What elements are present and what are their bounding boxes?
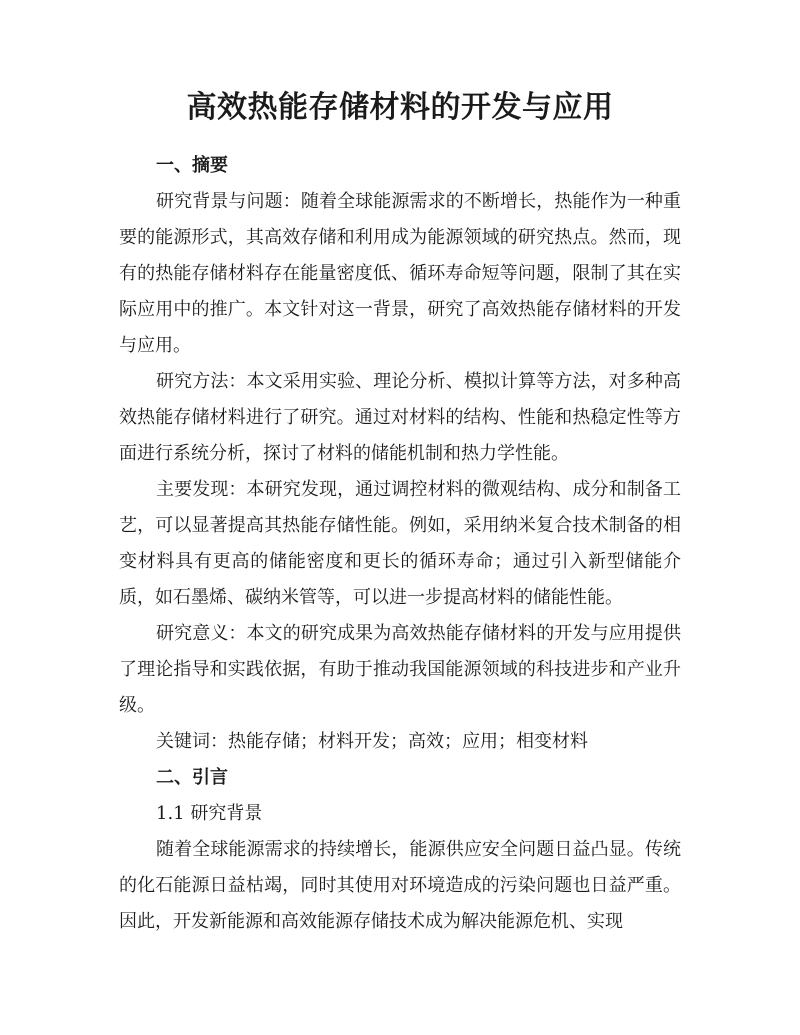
- sub-heading-research-background: 1.1 研究背景: [156, 803, 263, 824]
- document-body: [119, 88, 681, 940]
- abstract-background-paragraph: 研究背景与问题：随着全球能源需求的不断增长，热能作为一种重要的能源形式，其高效存储和利用成为能源领域的研究热点。然而，现有的热能存储材料存在能量密度低、循环寿命短等问题，限制了其在实际应用中的推广。本文针对这一背景，研究了高效热能存储材料的开发与应用。: [119, 191, 681, 356]
- abstract-findings-paragraph: 主要发现：本研究发现，通过调控材料的微观结构、成分和制备工艺，可以显著提高其热能存储性能。例如，采用纳米复合技术制备的相变材料具有更高的储能密度和更长的循环寿命；通过引入新型储能介质，如石墨烯、碳纳米管等，可以进一步提高材料的储能性能。: [119, 479, 681, 608]
- abstract-heading: 一、摘要: [156, 155, 228, 176]
- abstract-method-paragraph: 研究方法：本文采用实验、理论分析、模拟计算等方法，对多种高效热能存储材料进行了研究。通过对材料的结构、性能和热稳定性等方面进行系统分析，探讨了材料的储能机制和热力学性能。: [119, 371, 681, 464]
- abstract-significance-paragraph: 研究意义：本文的研究成果为高效热能存储材料的开发与应用提供了理论指导和实践依据，有助于推动我国能源领域的科技进步和产业升级。: [119, 623, 681, 716]
- intro-paragraph: 随着全球能源需求的持续增长，能源供应安全问题日益凸显。传统的化石能源日益枯竭，同时其使用对环境造成的污染问题也日益严重。因此，开发新能源和高效能源存储技术成为解决能源危机、实现: [119, 839, 681, 932]
- keywords-line: 关键词：热能存储；材料开发；高效；应用；相变材料: [156, 731, 588, 752]
- document-title: 高效热能存储材料的开发与应用: [186, 90, 614, 125]
- intro-heading: 二、引言: [156, 767, 228, 788]
